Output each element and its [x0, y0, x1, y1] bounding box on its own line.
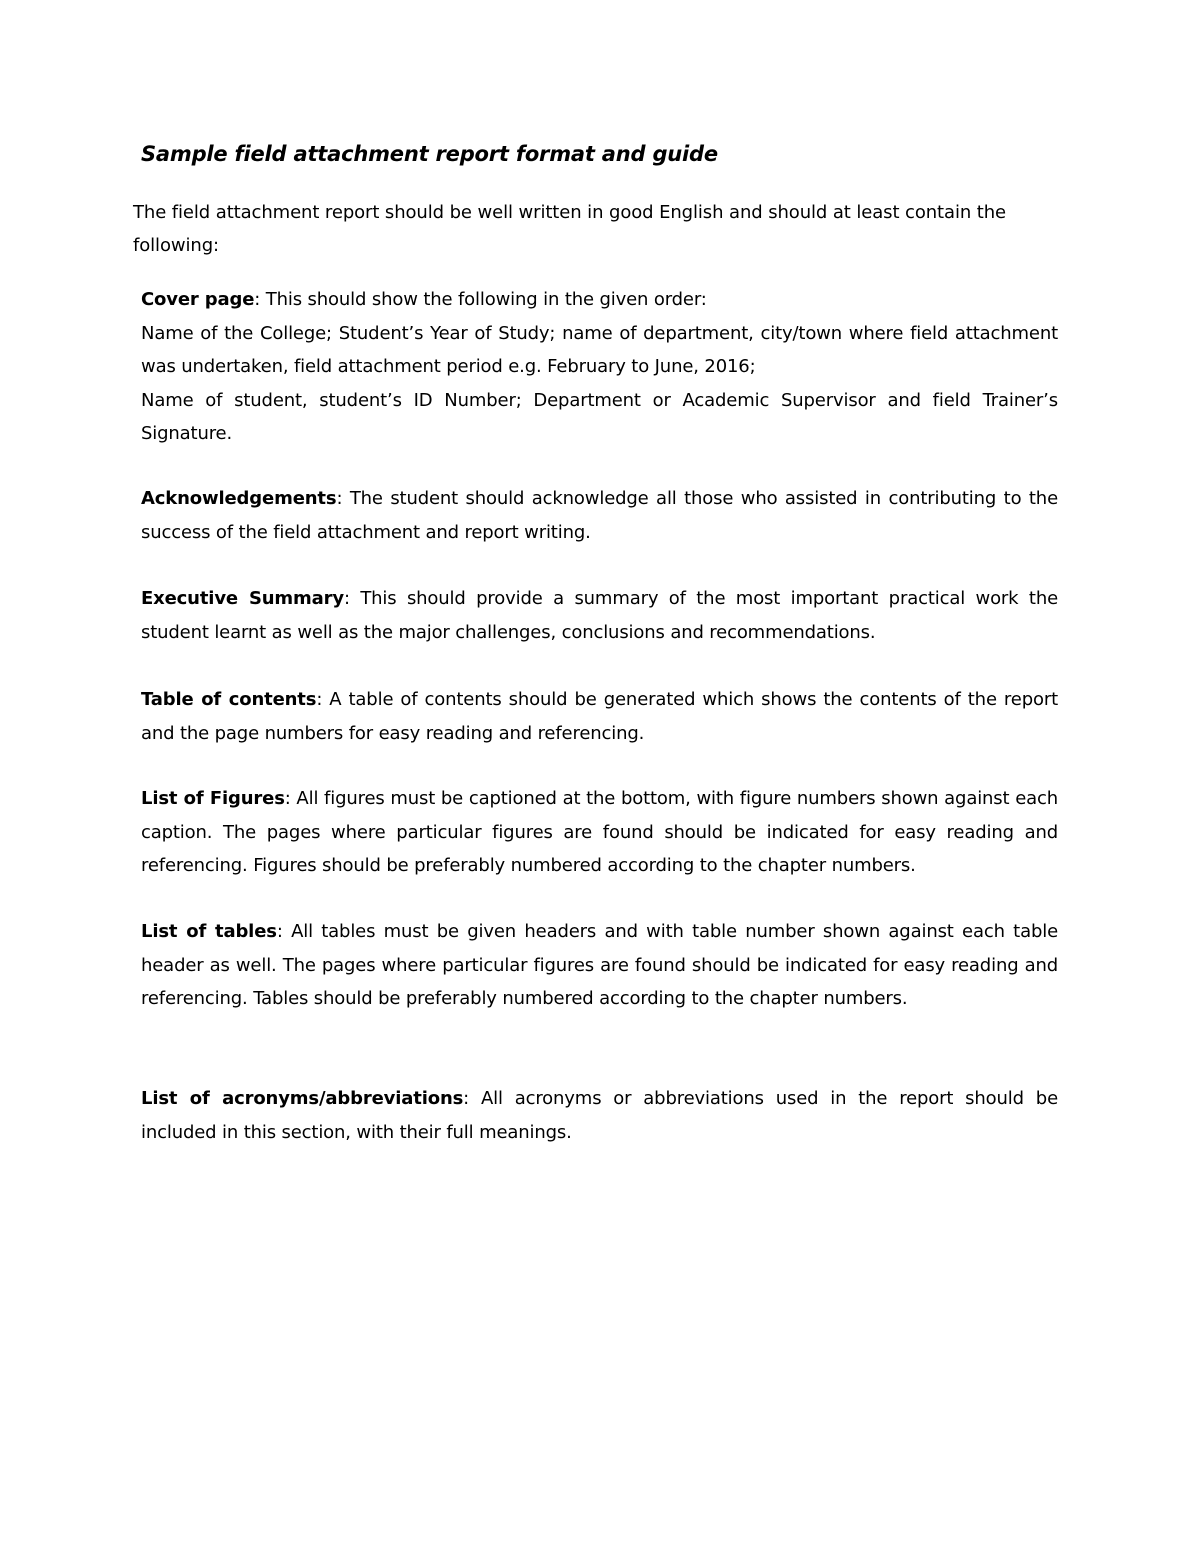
section-acknowledgements [141, 482, 1058, 549]
document-title: Sample field attachment report format and guide [141, 142, 718, 166]
section-text: : The student should acknowledge all those who assisted in contributing to the success of the field attachment and report writing. [141, 488, 1058, 543]
section-heading: List of acronyms/abbreviations [141, 1088, 464, 1109]
cover-line-3: Name of student, student’s ID Number; Department or Academic Supervisor and field Trainer’s Signature. [141, 389, 1058, 444]
section-list-of-tables [141, 915, 1058, 1016]
cover-line-2: Name of the College; Student’s Year of Study; name of department, city/town where field attachment was undertaken, field attachment period e.g. February to June, 2016; [141, 322, 1058, 377]
section-executive-summary [141, 582, 1058, 649]
section-text: : This should show the following in the given order: [254, 289, 707, 310]
intro-paragraph: The field attachment report should be well written in good English and should at least contain the following: [133, 202, 1007, 256]
section-heading: List of tables [141, 921, 277, 942]
section-text: : All tables must be given headers and with table number shown against each table header as well. The pages where particular figures are found should be indicated for easy reading and referencing. Tables should be preferably numbered according to the chapter numbers. [141, 921, 1058, 1009]
section-text: : This should provide a summary of the most important practical work the student learnt as well as the major challenges, conclusions and recommendations. [141, 588, 1058, 643]
section-list-of-figures [141, 782, 1058, 883]
section-table-of-contents [141, 683, 1058, 750]
section-heading: List of Figures [141, 788, 285, 809]
section-text: : All acronyms or abbreviations used in the report should be included in this section, with their full meanings. [141, 1088, 1058, 1143]
section-heading: Cover page [141, 289, 255, 310]
cover-line-1 [141, 283, 1058, 317]
section-text: : A table of contents should be generated which shows the contents of the report and the page numbers for easy reading and referencing. [141, 689, 1059, 744]
section-heading: Executive Summary [141, 588, 344, 609]
section-cover-page [141, 283, 1058, 451]
section-text: : All figures must be captioned at the bottom, with figure numbers shown against each caption. The pages where particular figures are found should be indicated for easy reading and referencing. Figures should be preferably numbered according to the chapter numbers. [141, 788, 1059, 876]
section-heading: Acknowledgements [141, 488, 337, 509]
section-list-of-acronyms [141, 1082, 1058, 1149]
section-heading: Table of contents [141, 689, 317, 710]
